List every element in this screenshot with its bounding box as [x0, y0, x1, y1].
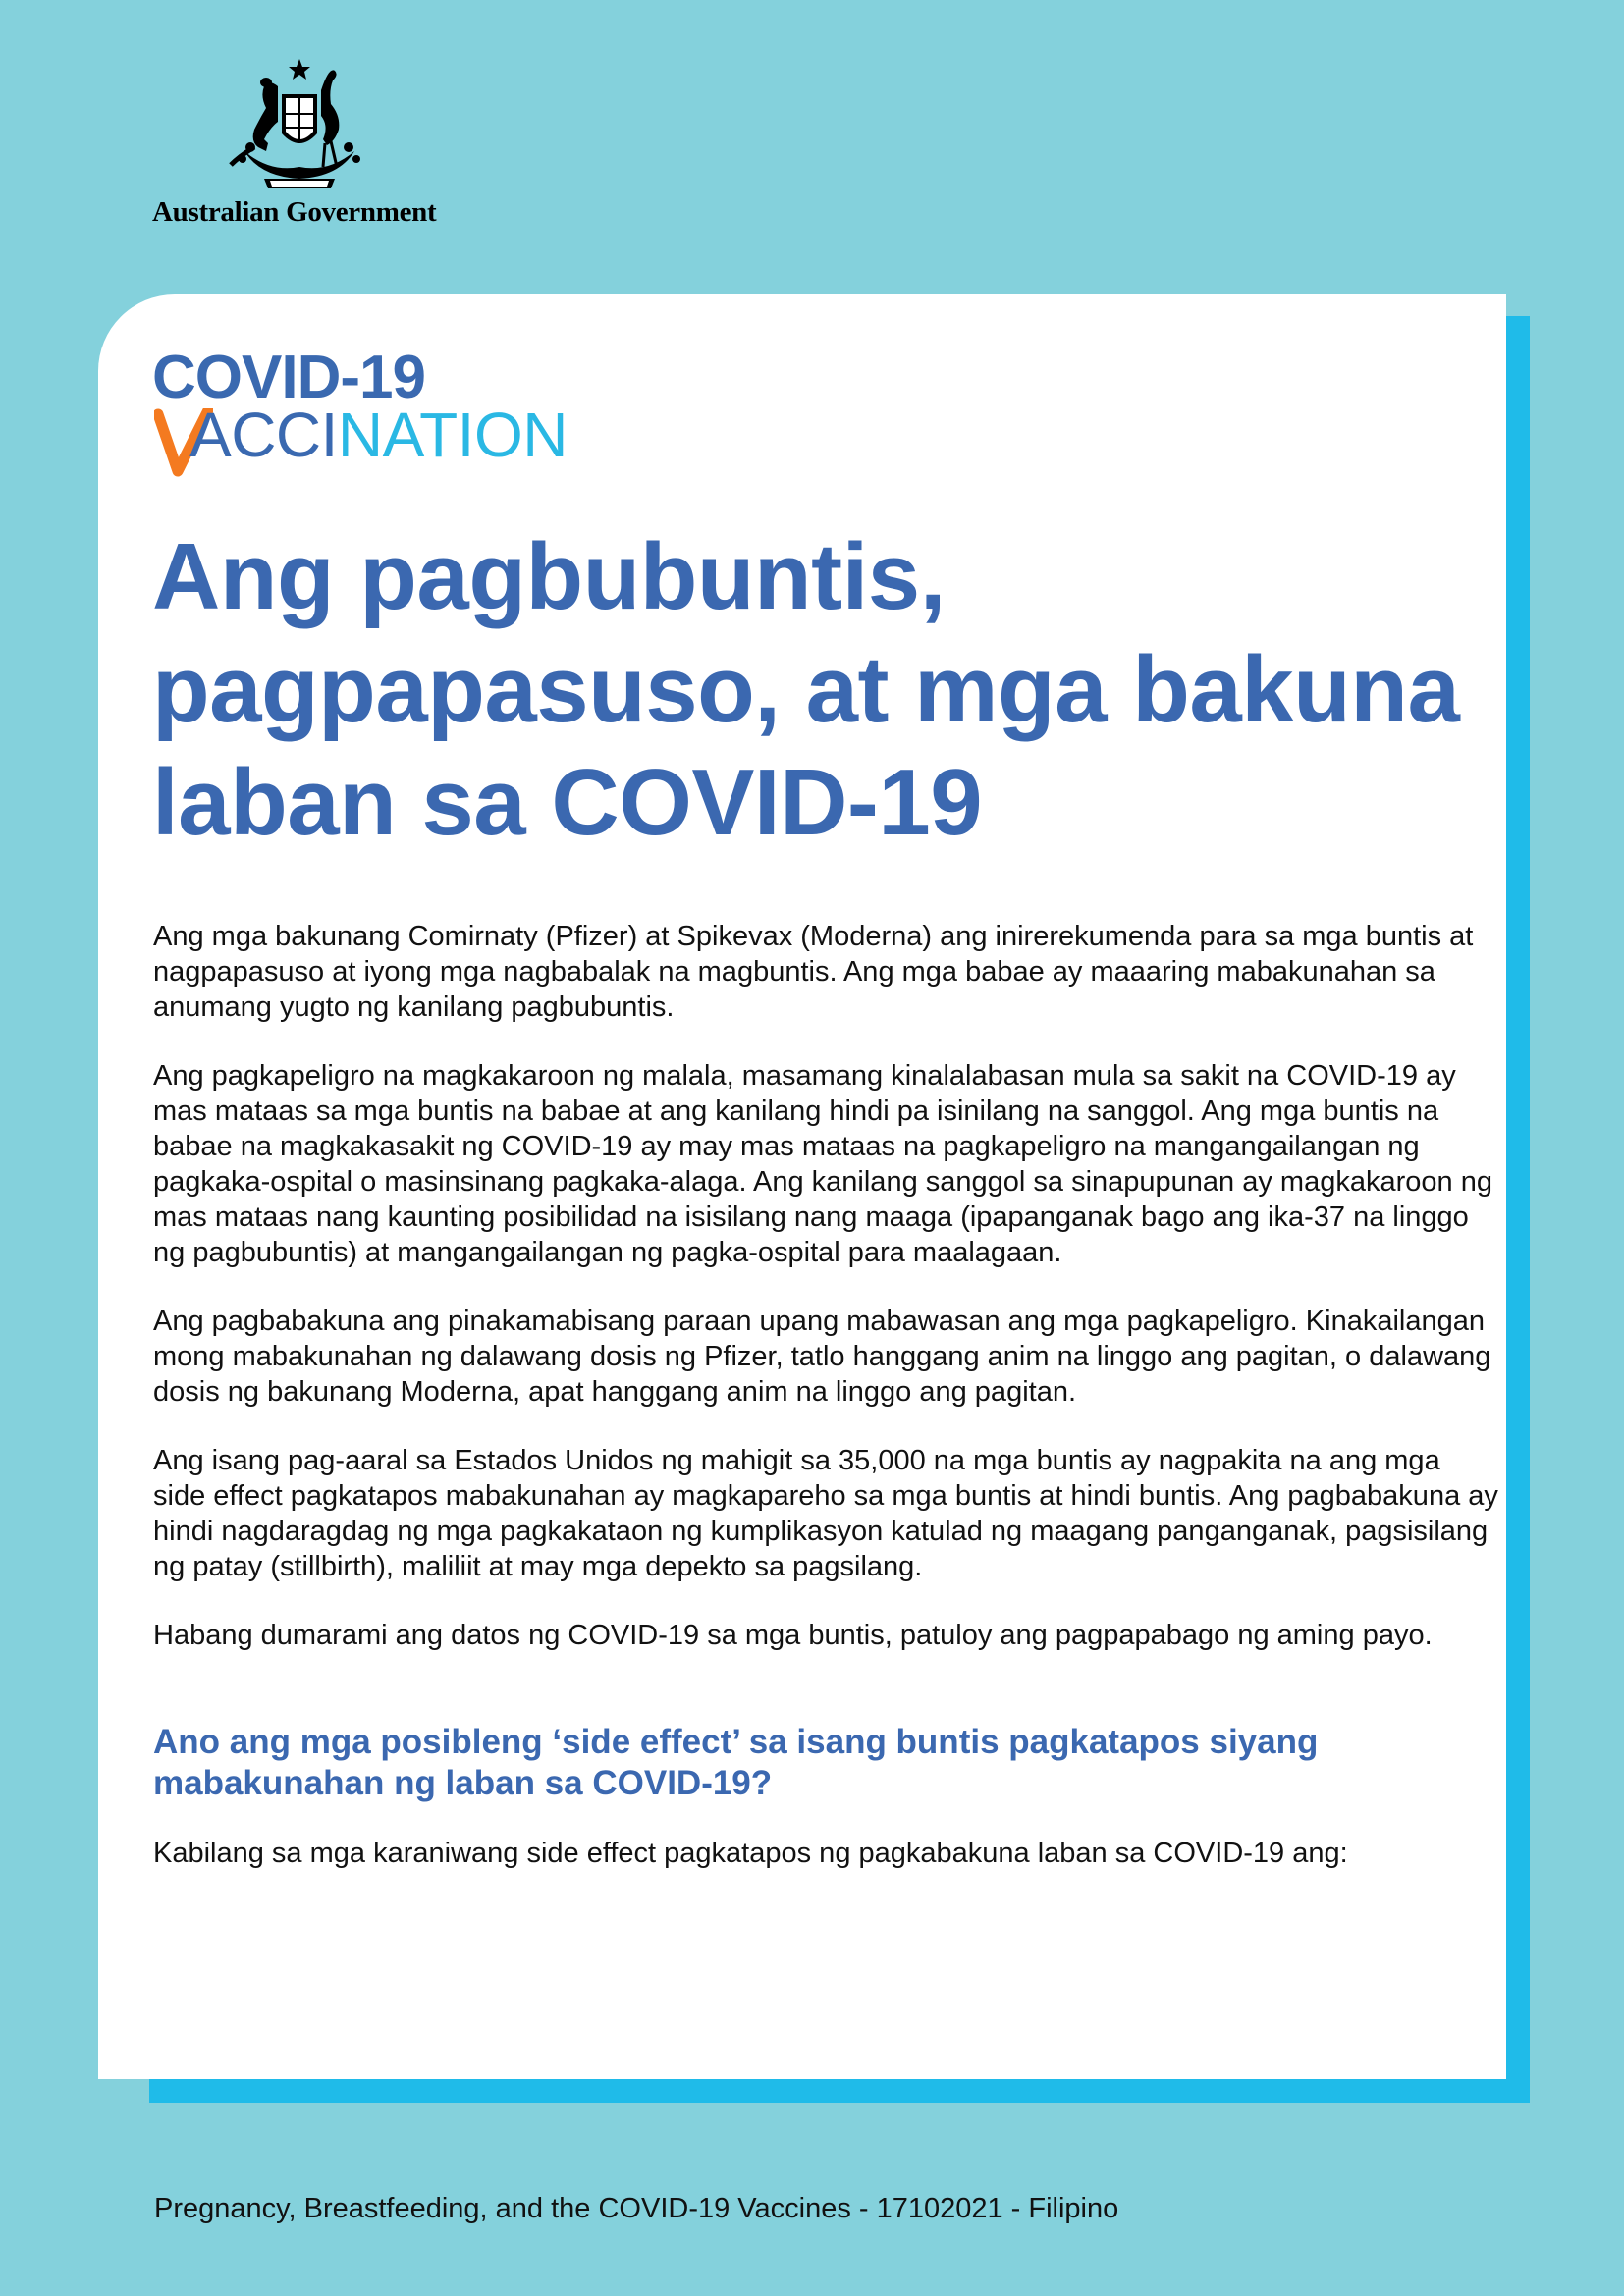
- content-card: [98, 294, 1506, 2079]
- paragraph-vaccination-doses: Ang pagbabakuna ang pinakamabisang paraan upang mabawasan ang mga pagkapeligro. Kinakailangan mong mabakunahan ng dalawang dosis ng Pfizer, tatlo hanggang anim na linggo ang pagitan, o dalawang dosis ng bakunang Moderna, apat hanggang anim na linggo ang pagitan.: [153, 1306, 1491, 1408]
- government-crest: [152, 57, 447, 234]
- logo-text-covid: COVID-19: [152, 344, 425, 411]
- page-title: Ang pagbubuntis, pagpapasuso, at mga bakuna laban sa COVID-19: [152, 524, 1460, 855]
- footer-document-id: Pregnancy, Breastfeeding, and the COVID-19 Vaccines - 17102021 - Filipino: [154, 2193, 1119, 2224]
- paragraph-common-side-effects: Kabilang sa mga karaniwang side effect pagkatapos ng pagkabakuna laban sa COVID-19 ang:: [153, 1838, 1348, 1869]
- logo-text-acc: ACCI: [189, 400, 338, 470]
- body-content: [153, 919, 1498, 1904]
- paragraph-risk: Ang pagkapeligro na magkakaroon ng malala, masamang kinalalabasan mula sa sakit na COVID-19 ay mas mataas sa mga buntis na babae at ang kanilang hindi pa isinilang na sanggol. Ang mga buntis na babae na magkakasakit ng COVID-19 ay may mas mataas na pagkapeligro na mangangailangan ng pagkaka-ospital o masinsinang pagkaka-alaga. Ang kanilang sanggol sa sinapupunan ay magkakaroon ng mas mataas nang kaunting posibilidad na isisilang nang maaga (ipapanganak bago ang ika-37 na linggo ng pagbubuntis) at mangangailangan ng pagka-ospital para maalagaan.: [153, 1060, 1492, 1268]
- logo-text-nation: NATION: [337, 400, 568, 470]
- paragraph-us-study: Ang isang pag-aaral sa Estados Unidos ng mahigit sa 35,000 na mga buntis ay nagpakita na ang mga side effect pagkatapos mabakunahan ay magkapareho sa mga buntis at hindi buntis. Ang pagbabakuna ay hindi nagdaragdag ng mga pagkakataon ng kumplikasyon katulad ng maagang panganganak, pagsisilang ng patay (stillbirth), maliliit at may mga depekto sa pagsilang.: [153, 1445, 1498, 1582]
- logo-text-vaccination: [189, 400, 568, 469]
- government-name: Australian Government: [152, 196, 437, 228]
- paragraph-advice-updates: Habang dumarami ang datos ng COVID-19 sa mga buntis, patuloy ang pagpapabago ng aming payo.: [153, 1620, 1433, 1651]
- coat-of-arms-icon: [221, 57, 378, 194]
- section-heading-side-effects: Ano ang mga posibleng ‘side effect’ sa isang buntis pagkatapos siyang mabakunahan ng laban sa COVID-19?: [153, 1723, 1319, 1802]
- paragraph-recommendation: Ang mga bakunang Comirnaty (Pfizer) at Spikevax (Moderna) ang inirerekumenda para sa mga buntis at nagpapasuso at iyong mga nagbabalak na magbuntis. Ang mga babae ay maaaring mabakunahan sa anumang yugto ng kanilang pagbubuntis.: [153, 921, 1474, 1023]
- covid-vaccination-logo: [152, 344, 604, 471]
